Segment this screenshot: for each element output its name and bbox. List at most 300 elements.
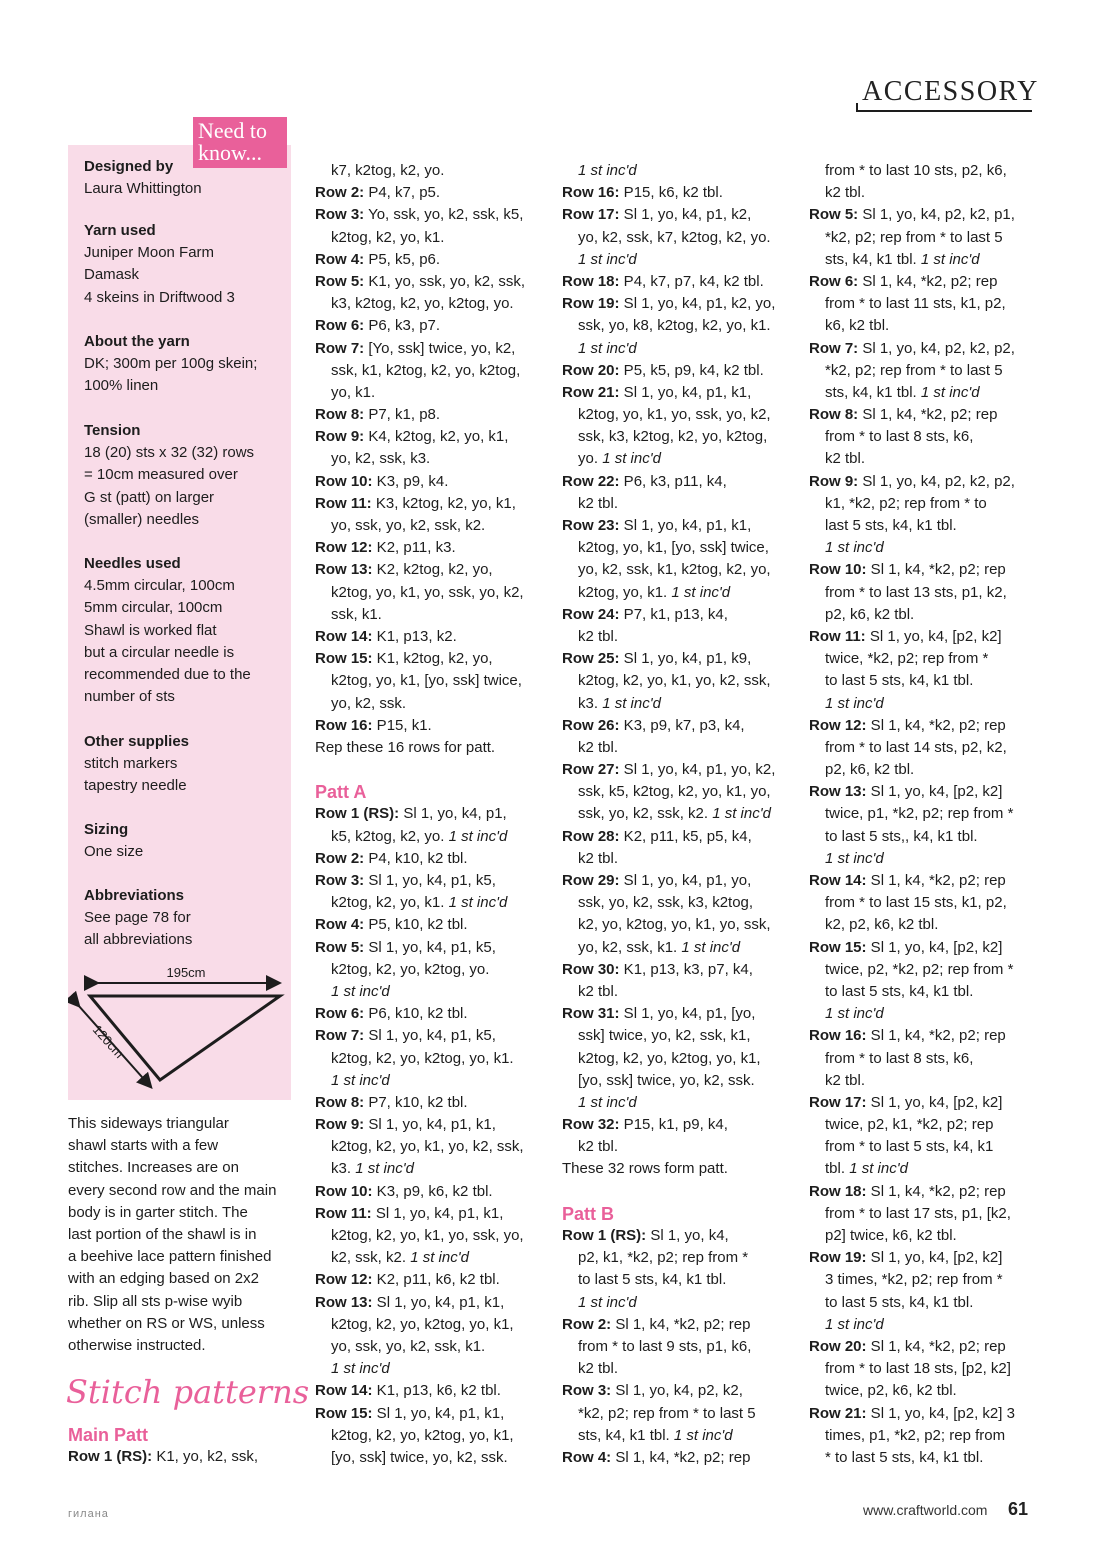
row-label: Row 2: — [315, 849, 365, 867]
info-heading: About the yarn — [84, 333, 190, 350]
pattern-line — [315, 737, 525, 759]
pattern-line — [562, 271, 775, 293]
pattern-line — [562, 781, 775, 803]
info-line: recommended due to the — [84, 666, 251, 684]
intro-line: body is in garter stitch. The — [68, 1203, 248, 1221]
row-label: Row 8: — [809, 406, 859, 424]
info-heading: Other supplies — [84, 733, 190, 750]
row-text: to last 5 sts, k4, k1 tbl. — [578, 1271, 727, 1289]
row-text: times, p1, *k2, p2; rep from — [825, 1426, 1006, 1444]
row-text: K2, p11, k6, k2 tbl. — [372, 1271, 500, 1289]
pattern-line — [562, 204, 775, 226]
row-text: Sl 1, k4, *k2, p2; rep — [866, 1337, 1006, 1355]
row-text: from * to last 18 sts, [p2, k2] — [825, 1360, 1011, 1378]
pattern-line — [315, 338, 525, 360]
row-label: Row 6: — [809, 272, 859, 290]
row-text: k2 tbl. — [578, 494, 619, 512]
pattern-line — [809, 670, 1015, 692]
pattern-line — [562, 1425, 775, 1447]
pattern-heading: Patt A — [315, 782, 367, 803]
row-text: k2tog, yo, k1, yo, ssk, yo, k2, — [331, 583, 524, 601]
pattern-line — [562, 1292, 775, 1314]
row-text: P5, k5, p6. — [364, 250, 441, 268]
row-label: Row 9: — [809, 472, 859, 490]
pattern-line — [562, 227, 775, 249]
pattern-line — [562, 1136, 775, 1158]
footer-watermark: гилана — [68, 1508, 109, 1520]
increase-note: 1 st inc'd — [825, 1005, 884, 1023]
info-line: G st (patt) on larger — [84, 488, 215, 506]
row-text: to last 5 sts, k4, k1 tbl. — [825, 1293, 974, 1311]
increase-note: 1 st inc'd — [602, 694, 661, 712]
info-line: number of sts — [84, 688, 175, 706]
row-text: Sl 1, k4, *k2, p2; rep — [611, 1315, 751, 1333]
row-label: Row 18: — [562, 272, 620, 290]
row-label: Row 23: — [562, 517, 620, 534]
increase-note: 1 st inc'd — [920, 383, 980, 401]
pattern-line — [315, 848, 525, 870]
pattern-line — [809, 648, 1015, 670]
pattern-line — [315, 471, 525, 493]
pattern-line — [562, 1070, 775, 1092]
intro-line: every second row and the main — [68, 1181, 277, 1199]
row-text: k3. — [331, 1160, 356, 1178]
row-text: K2, p11, k5, p5, k4, — [619, 827, 752, 845]
row-text: ssk, k3, k2tog, k2, yo, k2tog, — [578, 428, 768, 446]
row-label: Row 19: — [562, 295, 620, 313]
pattern-line — [315, 227, 525, 249]
row-text: to last 5 sts,, k4, k1 tbl. — [825, 827, 978, 845]
row-text: from * to last 15 sts, k1, p2, — [825, 894, 1007, 912]
row-text: Sl 1, yo, k4, p1, k5, — [364, 938, 496, 956]
pattern-line — [809, 1003, 1015, 1025]
column-3 — [562, 160, 775, 1469]
row-text: yo, k2, ssk, k7, k2tog, k2, yo. — [578, 228, 771, 246]
row-label: Row 4: — [562, 1448, 612, 1466]
row-label: Row 2: — [562, 1315, 612, 1333]
pattern-line — [809, 1203, 1015, 1225]
increase-note: 1 st inc'd — [331, 982, 390, 1000]
pattern-line — [809, 1048, 1015, 1070]
pattern-line — [809, 737, 1015, 759]
row-label: Row 6: — [315, 317, 365, 335]
pattern-line — [562, 981, 775, 1003]
row-text: from * to last 10 sts, p2, k6, — [825, 162, 1007, 179]
row-label: Row 2: — [315, 184, 365, 202]
pattern-line — [809, 582, 1015, 604]
row-label: Row 25: — [562, 650, 620, 668]
pattern-line — [809, 271, 1015, 293]
row-text: p2, k1, *k2, p2; rep from * — [578, 1249, 749, 1267]
pattern-line — [809, 1447, 1015, 1469]
increase-note: 1 st inc'd — [602, 450, 661, 468]
row-text: ssk, yo, k2, ssk, k2. — [578, 805, 713, 823]
row-text: k6, k2 tbl. — [825, 317, 890, 335]
row-label: Row 14: — [809, 872, 867, 889]
row-label: Row 27: — [562, 761, 620, 779]
column-2 — [315, 160, 525, 1469]
pattern-line — [809, 1292, 1015, 1314]
pattern-line — [562, 448, 775, 470]
info-block — [84, 819, 284, 863]
row-label: Row 30: — [562, 960, 620, 978]
row-text: Sl 1, yo, k4, p1, k2, yo, — [619, 295, 776, 313]
intro-line: stitches. Increases are on — [68, 1159, 239, 1177]
row-text: k2tog, k2, yo, k1, yo, k2, ssk, — [578, 672, 771, 690]
pattern-line — [562, 1003, 775, 1025]
pattern-line — [809, 892, 1015, 914]
row-text: K2, p11, k3. — [372, 539, 456, 557]
row-text: K3, k2tog, k2, yo, k1, — [371, 494, 516, 512]
info-line: Laura Whittington — [84, 180, 202, 198]
row-text: k2 tbl. — [825, 450, 866, 468]
increase-note: 1 st inc'd — [825, 1315, 884, 1333]
pattern-line — [315, 1380, 525, 1402]
increase-note: 1 st inc'd — [578, 1093, 637, 1111]
row-label: Row 1 (RS): — [315, 805, 400, 823]
pattern-line — [562, 160, 775, 182]
info-line: DK; 300m per 100g skein; — [84, 355, 258, 373]
pattern-line — [562, 338, 775, 360]
row-text: k2tog, k2, yo, k1, yo, ssk, yo, — [331, 1227, 524, 1244]
increase-note: 1 st inc'd — [355, 1160, 414, 1178]
row-text: ssk, k1, k2tog, k2, yo, k2tog, — [331, 361, 521, 379]
pattern-line — [809, 848, 1015, 870]
row-label: Row 13: — [809, 783, 867, 801]
pattern-line — [562, 1269, 775, 1291]
row-text: P5, k10, k2 tbl. — [364, 916, 468, 934]
row-text: Sl 1, yo, k4, [p2, k2] — [866, 1093, 1003, 1111]
row-text: k2 tbl. — [578, 982, 619, 1000]
info-line: (smaller) needles — [84, 510, 200, 528]
pattern-line — [809, 1336, 1015, 1358]
pattern-line — [315, 604, 525, 626]
row-label: Row 1 (RS): — [68, 1448, 153, 1466]
pattern-line — [315, 559, 525, 581]
row-text: Sl 1, yo, k4, [p2, k2] — [865, 627, 1002, 645]
row-text: k2tog, k2, yo, k2tog, yo, k1, — [331, 1315, 514, 1333]
pattern-line — [809, 959, 1015, 981]
row-text: k2tog, k2, yo, k2tog, yo. — [331, 960, 490, 978]
row-text: ssk, yo, k8, k2tog, k2, yo, k1. — [578, 317, 771, 335]
pattern-line — [809, 826, 1015, 848]
increase-note: 1 st inc'd — [578, 1293, 637, 1311]
info-block — [84, 553, 284, 708]
pattern-line — [562, 648, 775, 670]
row-text: [yo, ssk] twice, yo, k2, ssk. — [578, 1071, 755, 1089]
pattern-line — [315, 1092, 525, 1114]
row-text: ssk, k5, k2tog, k2, yo, k1, yo, — [578, 783, 771, 801]
row-text: from * to last 5 sts, k4, k1 — [825, 1138, 994, 1156]
pattern-line — [562, 537, 775, 559]
pattern-line — [315, 204, 525, 226]
info-line: Damask — [84, 266, 140, 284]
pattern-line — [562, 959, 775, 981]
pattern-line — [809, 870, 1015, 892]
info-heading: Abbreviations — [84, 887, 185, 904]
pattern-line — [315, 914, 525, 936]
footer-url: www.craftworld.com — [863, 1502, 988, 1518]
row-text: P6, k3, p11, k4, — [619, 472, 727, 490]
info-heading: Yarn used — [84, 222, 156, 239]
pattern-line — [315, 1136, 525, 1158]
row-text: Rep these 16 rows for patt. — [315, 738, 496, 756]
pattern-line — [809, 1380, 1015, 1402]
row-text: from * to last 14 sts, p2, k2, — [825, 738, 1007, 756]
pattern-line — [809, 160, 1015, 182]
pattern-line — [315, 870, 525, 892]
increase-note: 1 st inc'd — [448, 827, 508, 845]
pattern-line — [315, 1181, 525, 1203]
row-text: k2, ssk, k2. — [331, 1249, 411, 1267]
info-heading: Tension — [84, 422, 141, 439]
pattern-line — [315, 249, 525, 271]
pattern-line — [315, 1158, 525, 1180]
row-text: Sl 1, yo, k4, [p2, k2] — [866, 783, 1003, 801]
row-text: ssk, yo, k2, ssk, k3, k2tog, — [578, 894, 754, 912]
row-text: Sl 1, k4, *k2, p2; rep — [611, 1448, 751, 1466]
increase-note: 1 st inc'd — [681, 938, 741, 956]
pattern-line — [562, 426, 775, 448]
section-header — [856, 74, 1039, 112]
pattern-line — [809, 693, 1015, 715]
pattern-line — [562, 803, 775, 825]
row-label: Row 24: — [562, 605, 620, 623]
pattern-line — [315, 959, 525, 981]
row-label: Row 10: — [809, 561, 867, 579]
pattern-line — [562, 715, 775, 737]
row-label: Row 8: — [315, 1093, 365, 1111]
pattern-line — [315, 493, 525, 515]
info-block — [84, 885, 284, 952]
width-label: 195cm — [166, 965, 206, 980]
pattern-line — [809, 1114, 1015, 1136]
pattern-line — [315, 1225, 525, 1247]
row-label: Row 7: — [315, 339, 365, 357]
section-title: ACCESSORY — [862, 76, 1039, 107]
row-text: k2tog, k2, yo, k1, yo, k2, ssk, — [331, 1138, 524, 1156]
row-text: [Yo, ssk] twice, yo, k2, — [364, 339, 516, 357]
pattern-line — [315, 648, 525, 670]
row-label: Row 13: — [315, 1293, 373, 1311]
pattern-line — [562, 559, 775, 581]
row-text: P15, k1, p9, k4, — [619, 1116, 728, 1134]
row-text: yo, k2, ssk, k1, k2tog, k2, yo, — [578, 561, 771, 579]
intro-line: rib. Slip all sts p-wise wyib — [68, 1292, 243, 1310]
row-text: Sl 1, yo, k4, — [646, 1227, 729, 1244]
row-text: Sl 1, yo, k4, p2, k2, — [611, 1382, 743, 1400]
row-text: K1, p13, k6, k2 tbl. — [372, 1382, 501, 1400]
pattern-line — [562, 870, 775, 892]
row-text: Sl 1, yo, k4, p2, k2, p1, — [858, 206, 1015, 224]
pattern-line — [562, 759, 775, 781]
increase-note: 1 st inc'd — [712, 805, 771, 823]
row-text: Sl 1, yo, k4, [p2, k2] — [866, 1249, 1003, 1267]
row-text: last 5 sts, k4, k1 tbl. — [825, 517, 957, 534]
pattern-line — [562, 826, 775, 848]
row-text: P6, k3, p7. — [364, 317, 441, 335]
row-text: Sl 1, k4, *k2, p2; rep — [866, 716, 1006, 734]
info-line: 100% linen — [84, 377, 159, 395]
row-label: Row 9: — [315, 1116, 365, 1134]
pattern-line — [809, 1070, 1015, 1092]
pattern-line — [315, 360, 525, 382]
pattern-line — [315, 1358, 525, 1380]
pattern-line — [315, 1269, 525, 1291]
info-line: 18 (20) sts x 32 (32) rows — [84, 444, 255, 462]
row-text: sts, k4, k1 tbl. — [825, 250, 921, 268]
pattern-line — [315, 426, 525, 448]
pattern-line — [809, 182, 1015, 204]
row-text: Sl 1, yo, k4, p1, k2, — [619, 206, 752, 224]
row-label: Row 10: — [315, 1182, 373, 1200]
pattern-line — [315, 892, 525, 914]
row-text: twice, p2, k1, *k2, p2; rep — [825, 1116, 994, 1134]
row-text: Sl 1, yo, k4, p1, yo, k2, — [619, 761, 776, 779]
pattern-line — [315, 1070, 525, 1092]
row-label: Row 31: — [562, 1005, 620, 1023]
pattern-line — [562, 693, 775, 715]
pattern-line — [809, 803, 1015, 825]
pattern-line — [809, 293, 1015, 315]
row-text: Sl 1, yo, k4, p1, k1, — [619, 517, 752, 534]
row-text: k2 tbl. — [578, 1360, 619, 1378]
row-label: Row 11: — [315, 1204, 372, 1222]
row-text: These 32 rows form patt. — [562, 1160, 728, 1178]
pattern-line — [562, 1114, 775, 1136]
row-text: k2 tbl. — [578, 849, 619, 867]
pattern-line — [562, 1048, 775, 1070]
pattern-line — [809, 338, 1015, 360]
row-text: Sl 1, yo, k4, p2, k2, p2, — [858, 339, 1015, 357]
pattern-line — [809, 1092, 1015, 1114]
row-text: yo. — [578, 450, 603, 468]
row-text: Sl 1, yo, k4, p2, k2, p2, — [858, 472, 1015, 490]
pattern-line — [562, 626, 775, 648]
pattern-line — [809, 315, 1015, 337]
row-text: Yo, ssk, yo, k2, ssk, k5, — [364, 206, 524, 224]
row-text: k7, k2tog, k2, yo. — [331, 162, 445, 179]
row-text: p2] twice, k6, k2 tbl. — [825, 1227, 957, 1244]
pattern-line — [809, 1136, 1015, 1158]
pattern-line — [315, 937, 525, 959]
row-label: Row 16: — [315, 716, 373, 734]
info-line: One size — [84, 843, 144, 861]
row-text: k2tog, yo, k1, yo, ssk, yo, k2, — [578, 406, 771, 424]
row-text: k1, *k2, p2; rep from * to — [825, 494, 987, 512]
row-label: Row 16: — [562, 184, 620, 202]
row-label: Row 3: — [315, 872, 365, 889]
row-text: K3, p9, k7, p3, k4, — [619, 716, 745, 734]
intro-text — [68, 1113, 276, 1357]
row-text: from * to last 9 sts, p1, k6, — [578, 1337, 752, 1355]
increase-note: 1 st inc'd — [671, 583, 731, 601]
row-label: Row 13: — [315, 561, 373, 579]
row-label: Row 12: — [315, 1271, 373, 1289]
pattern-line — [809, 1158, 1015, 1180]
increase-note: 1 st inc'd — [331, 1071, 390, 1089]
row-label: Row 26: — [562, 716, 620, 734]
row-text: P15, k6, k2 tbl. — [619, 184, 723, 202]
pattern-line — [562, 914, 775, 936]
pattern-line — [315, 315, 525, 337]
row-text: yo, k2, ssk, k3. — [331, 450, 431, 468]
pattern-line — [315, 981, 525, 1003]
pattern-heading: Patt B — [562, 1203, 615, 1224]
pattern-line — [562, 315, 775, 337]
row-text: ssk, k1. — [331, 605, 382, 623]
row-text: P4, k10, k2 tbl. — [364, 849, 468, 867]
pattern-line — [809, 715, 1015, 737]
pattern-line — [315, 670, 525, 692]
row-text: Sl 1, k4, *k2, p2; rep — [866, 561, 1006, 579]
pattern-line — [562, 1225, 775, 1247]
row-label: Row 6: — [315, 1005, 365, 1023]
pattern-line — [315, 693, 525, 715]
increase-note: 1 st inc'd — [825, 539, 884, 557]
row-label: Row 5: — [315, 272, 365, 290]
intro-line: a beehive lace pattern finished — [68, 1248, 272, 1266]
row-text: k2tog, k2, yo, k2tog, yo, k1, — [578, 1049, 761, 1067]
row-text: Sl 1, yo, k4, p1, k9, — [619, 650, 752, 668]
stitch-patterns-title: Stitch patterns — [66, 1373, 310, 1411]
page-number: 61 — [1008, 1499, 1029, 1519]
row-text: twice, p1, *k2, p2; rep from * — [825, 805, 1014, 823]
pattern-line — [315, 448, 525, 470]
tag-line-2: know... — [198, 140, 262, 165]
row-text: K1, yo, k2, ssk, — [152, 1448, 259, 1466]
info-block — [84, 420, 284, 531]
pattern-line — [315, 1403, 525, 1425]
row-label: Row 1 (RS): — [562, 1227, 647, 1244]
increase-note: 1 st inc'd — [448, 894, 508, 912]
info-block — [84, 331, 284, 398]
row-text: k2 tbl. — [578, 1138, 619, 1156]
intro-line: last portion of the shawl is in — [68, 1225, 257, 1243]
pattern-line — [315, 1114, 525, 1136]
row-label: Row 12: — [315, 539, 373, 557]
row-text: k5, k2tog, k2, yo. — [331, 827, 449, 845]
row-text: Sl 1, yo, k4, p1, k1, — [364, 1116, 496, 1134]
row-label: Row 14: — [315, 1382, 373, 1400]
pattern-line — [809, 471, 1015, 493]
pattern-line — [315, 537, 525, 559]
row-label: Row 4: — [315, 916, 365, 934]
pattern-line — [562, 249, 775, 271]
row-text: K1, k2tog, k2, yo, — [372, 650, 493, 668]
info-line: = 10cm measured over — [84, 466, 238, 484]
pattern-line — [562, 1092, 775, 1114]
row-label: Row 15: — [315, 1404, 373, 1422]
row-text: yo, k2, ssk. — [331, 694, 407, 712]
row-text: k2 tbl. — [578, 627, 619, 645]
row-text: twice, p2, k6, k2 tbl. — [825, 1382, 957, 1400]
increase-note: 1 st inc'd — [331, 1360, 390, 1378]
row-label: Row 5: — [809, 206, 859, 224]
pattern-line — [315, 271, 525, 293]
row-text: Sl 1, yo, k4, p1, k1, — [372, 1404, 505, 1422]
pattern-line — [562, 382, 775, 404]
row-text: Sl 1, yo, k4, p1, k5, — [364, 872, 496, 889]
pattern-line — [809, 604, 1015, 626]
pattern-line — [315, 826, 525, 848]
row-text: P4, k7, p5. — [364, 184, 441, 202]
row-text: to last 5 sts, k4, k1 tbl. — [825, 982, 974, 1000]
row-label: Row 7: — [315, 1027, 365, 1045]
info-line: all abbreviations — [84, 931, 193, 949]
pattern-line — [562, 582, 775, 604]
pattern-line — [809, 448, 1015, 470]
